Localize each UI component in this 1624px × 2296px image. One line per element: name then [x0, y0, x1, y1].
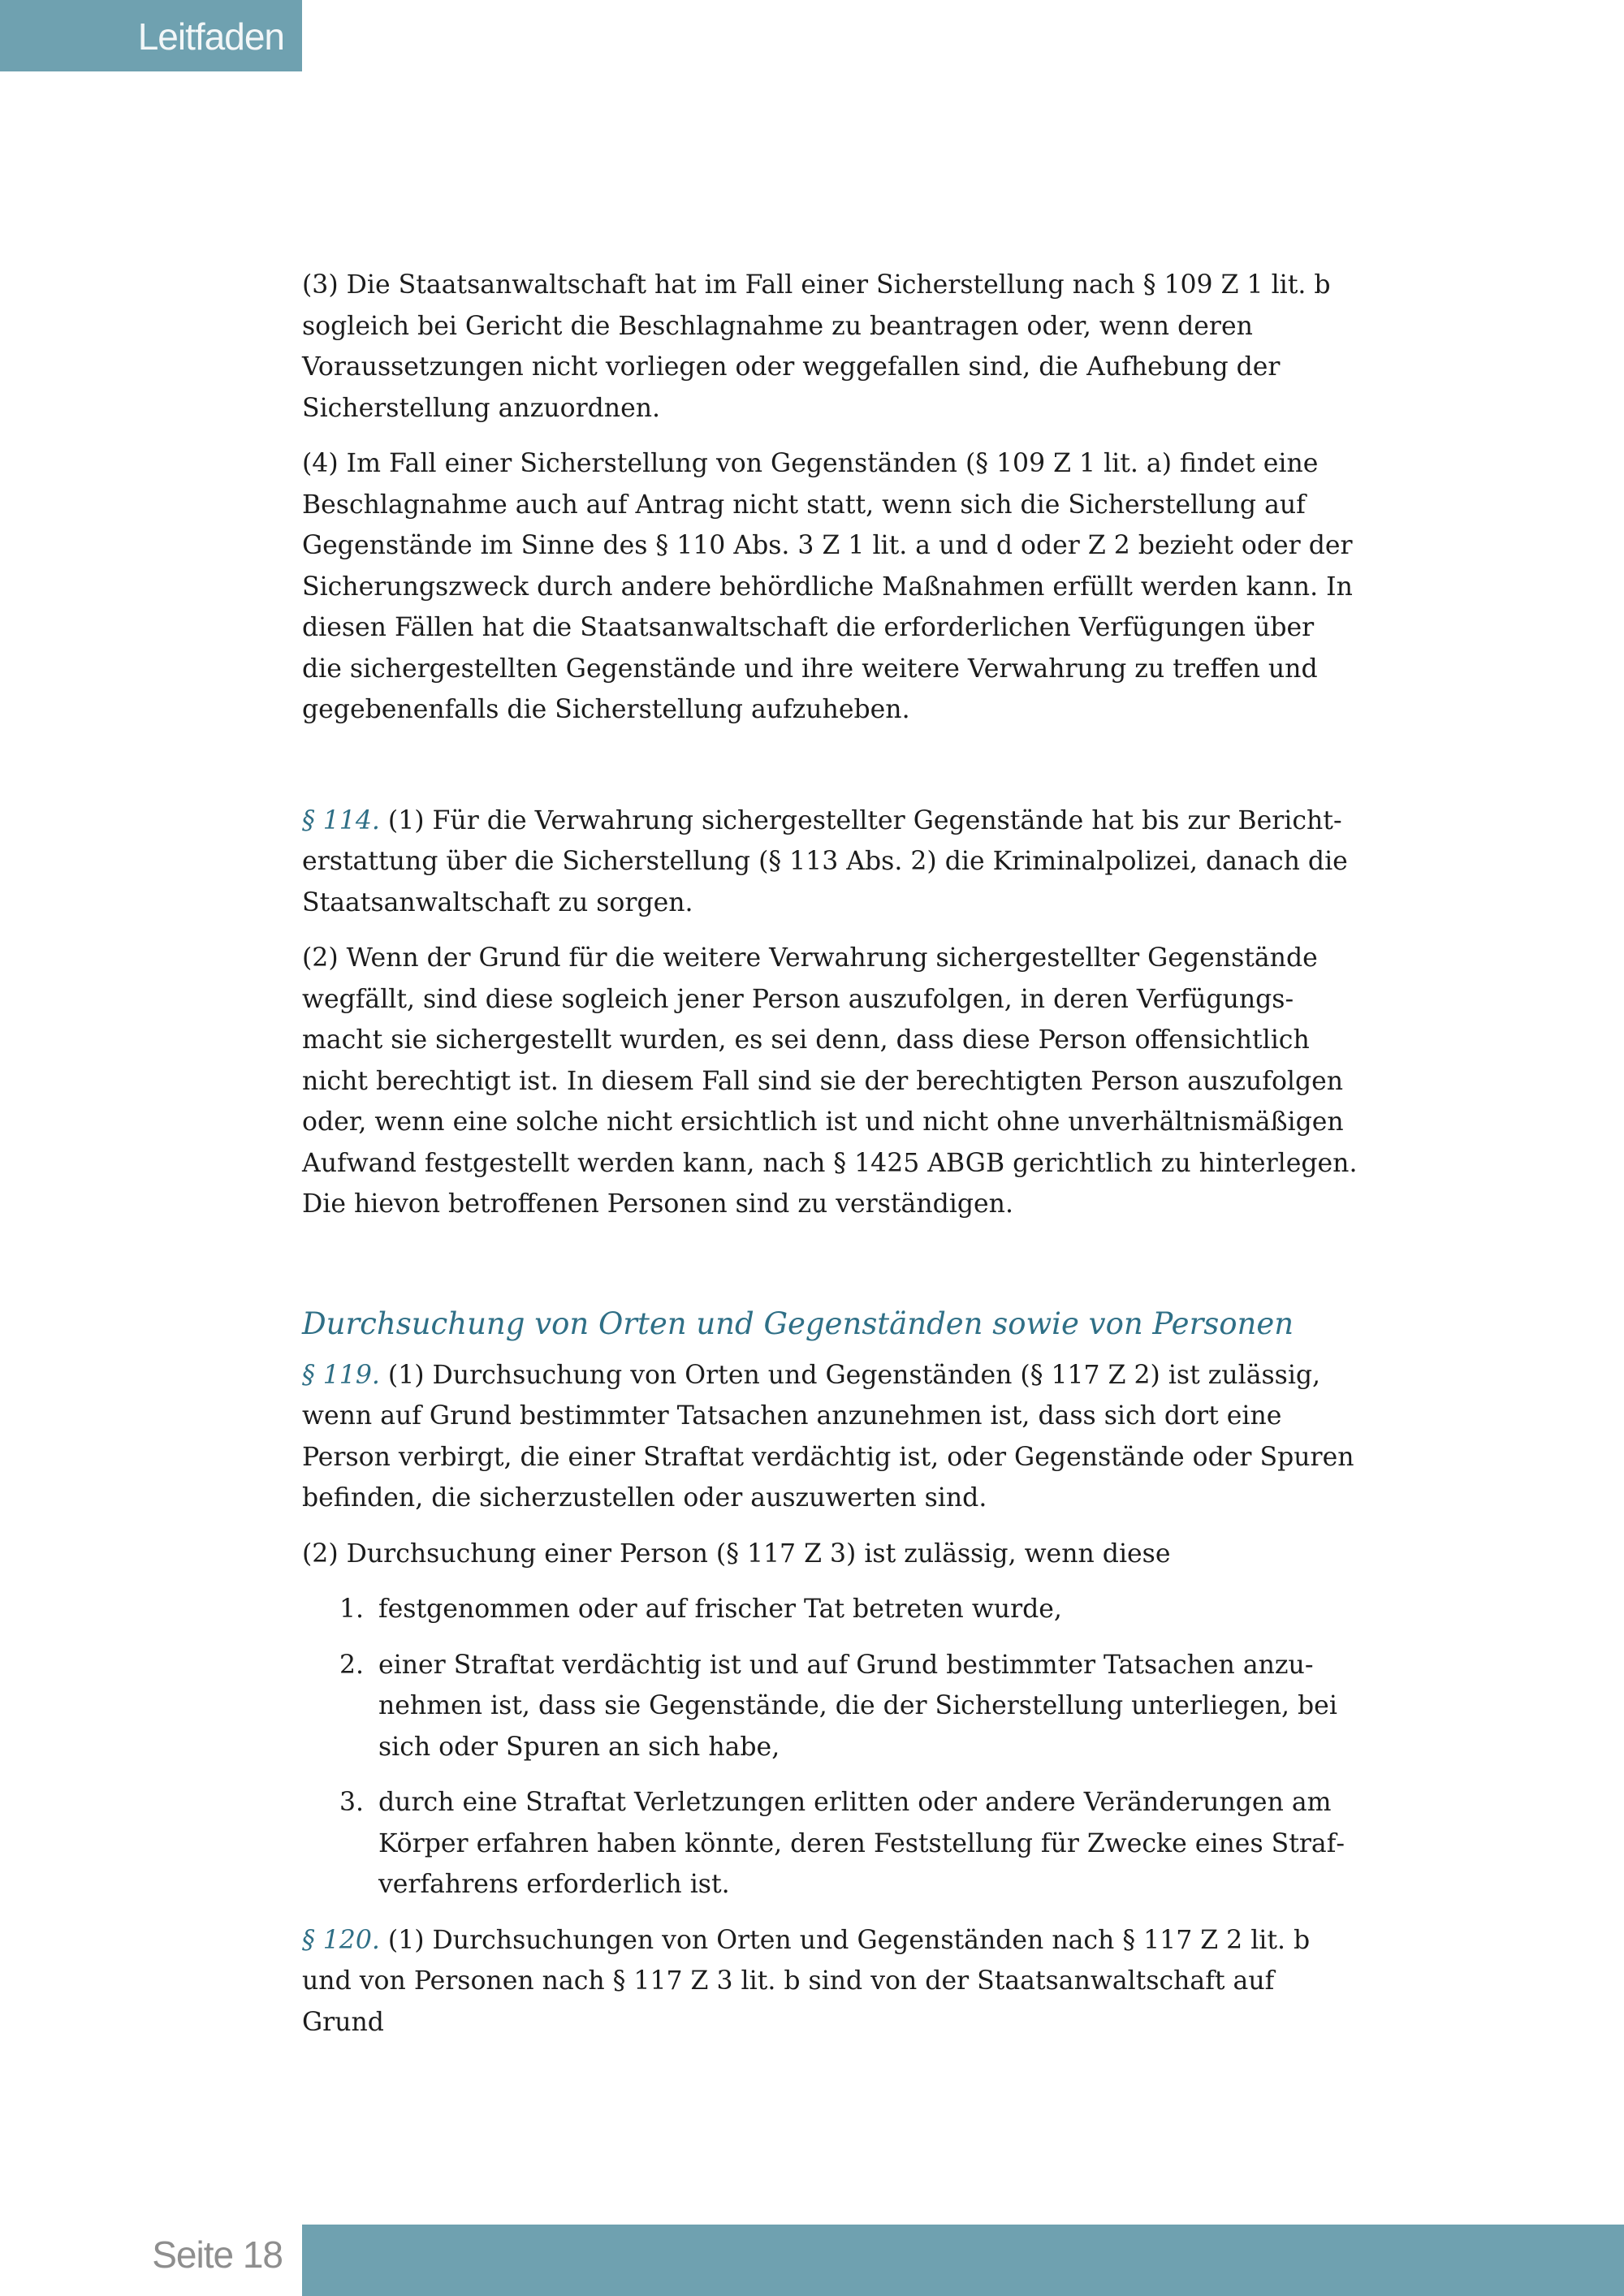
paragraph-114-1-text: (1) Für die Verwahrung sichergestellter Gegenstände hat bis zur Berichterstattung über die Sicherstellung (§ 113 Abs. 2) die Kriminalpolizei, danach die Staatsanwaltschaft zu sorgen. — [302, 805, 1348, 917]
condition-list — [302, 1589, 1358, 1905]
paragraph-113-4: (4) Im Fall einer Sicherstellung von Gegenständen (§ 109 Z 1 lit. a) findet eine Beschlagnahme auch auf Antrag nicht statt, wenn sich die Sicherstellung auf Gegenstände im Sinne des § 110 Abs. 3 Z 1 lit. a und d oder Z 2 bezieht oder der Sicherungszweck durch andere behördliche Maßnahmen erfüllt werden kann. In diesen Fällen hat die Staatsanwaltschaft die erforderlichen Verfügungen über die sichergestellten Gegenstände und ihre weitere Verwahrung zu treffen und gegebenenfalls die Sicherstellung aufzuheben. — [302, 449, 1353, 724]
list-item — [302, 1645, 1358, 1768]
list-item-text: durch eine Straftat Verletzungen erlitten oder andere Veränderungen am Körper erfahren haben könnte, deren Feststellung für Zwecke eines Strafverfahrens erforderlich ist. — [378, 1788, 1345, 1899]
footer-bar — [302, 2225, 1624, 2296]
page-number: Seite 18 — [152, 2233, 283, 2276]
list-item-number: 3. — [339, 1788, 365, 1817]
section-ref-114: § 114. — [302, 805, 380, 835]
header-tab — [0, 0, 302, 71]
paragraph-120-1 — [302, 1920, 1358, 2044]
list-item — [302, 1782, 1358, 1905]
section-heading: Durchsuchung von Orten und Gegenständen sowie von Personen — [302, 1306, 1294, 1341]
list-item — [302, 1589, 1358, 1630]
list-item-number: 1. — [339, 1595, 365, 1624]
section-ref-120: § 120. — [302, 1925, 380, 1955]
section-ref-119: § 119. — [302, 1360, 380, 1390]
paragraph-119-2: (2) Durchsuchung einer Person (§ 117 Z 3) ist zulässig, wenn diese — [302, 1539, 1171, 1569]
paragraph-120-1-text: (1) Durchsuchungen von Orten und Gegenständen nach § 117 Z 2 lit. b und von Personen nach § 117 Z 3 lit. b sind von der Staatsanwaltschaft auf Grund — [302, 1925, 1311, 2037]
header-title: Leitfaden — [137, 15, 284, 58]
paragraph-114-1 — [302, 801, 1358, 924]
list-item-text: festgenommen oder auf frischer Tat betreten wurde, — [378, 1595, 1062, 1624]
list-item-text: einer Straftat verdächtig ist und auf Grund bestimmter Tatsachen anzunehmen ist, dass sie Gegenstände, die der Sicherstellung unterliegen, bei sich oder Spuren an sich habe, — [378, 1650, 1337, 1762]
paragraph-119-1-text: (1) Durchsuchung von Orten und Gegenständen (§ 117 Z 2) ist zulässig, wenn auf Grund bestimmter Tatsachen anzunehmen ist, dass sich dort eine Person verbirgt, die einer Straftat verdächtig ist, oder Gegenstände oder Spuren befinden, die sicherzustellen oder auszuwerten sind. — [302, 1360, 1354, 1513]
document-body — [302, 265, 1358, 2043]
paragraph-119-1 — [302, 1355, 1358, 1519]
paragraph-114-2: (2) Wenn der Grund für die weitere Verwahrung sichergestellter Gegenstände wegfällt, sind diese sogleich jener Person auszufolgen, in deren Verfügungsmacht sie sichergestellt wurden, es sei denn, dass diese Person offensichtlich nicht berechtigt ist. In diesem Fall sind sie der berechtigten Person auszufolgen oder, wenn eine solche nicht ersichtlich ist und nicht ohne unverhältnismäßigen Aufwand festgestellt werden kann, nach § 1425 ABGB gerichtlich zu hinterlegen. Die hievon betroffenen Personen sind zu verständigen. — [302, 943, 1358, 1219]
list-item-number: 2. — [339, 1650, 365, 1680]
paragraph-113-3: (3) Die Staatsanwaltschaft hat im Fall einer Sicherstellung nach § 109 Z 1 lit. b sogleich bei Gericht die Beschlagnahme zu beantragen oder, wenn deren Voraussetzungen nicht vorliegen oder weggefallen sind, die Aufhebung der Sicherstellung anzuordnen. — [302, 270, 1331, 423]
